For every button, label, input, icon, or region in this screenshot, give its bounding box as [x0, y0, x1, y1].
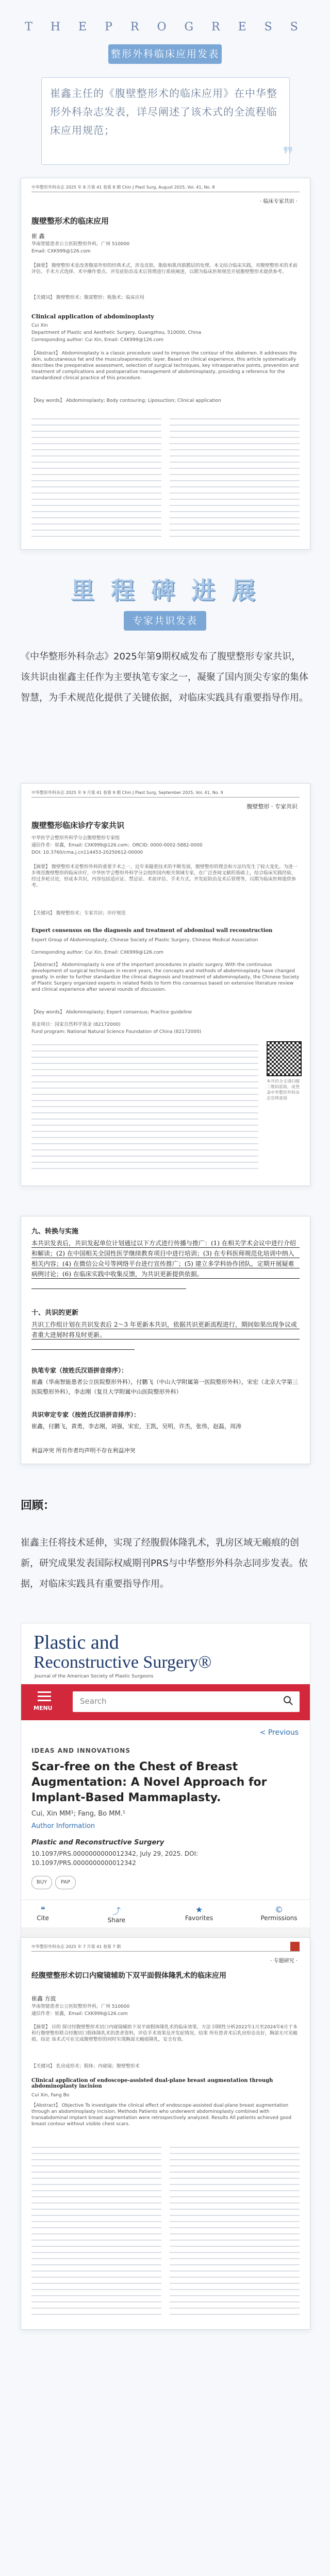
article-title-cn: 腹壁整形术的临床应用	[31, 216, 109, 226]
body-text	[31, 1041, 258, 1170]
article-correspondence: Email: CXK999@126.com	[31, 249, 91, 254]
article-title-en: Clinical application of endoscope-assisted dual-plane breast augmentation through abdominoplasty incision	[31, 2078, 273, 2089]
body-column-left	[31, 2144, 161, 2319]
article-authors: 崔 鑫	[31, 233, 45, 240]
permissions-label: Permissions	[260, 1914, 298, 1922]
intro-text: 崔鑫主任的《腹壁整形术的临床应用》在中华整形外科杂志发表，详尽阐述了该术式的全流程临床应用规范；	[50, 87, 277, 137]
section-10-body: 共识工作组计划在共识发表后 2～3 年更新本共识，依据共识更新流程进行，期间如果出现争议或者重大进展时将及时更新。	[31, 1321, 297, 1338]
progress-title: T H E P R O G R E S S	[25, 21, 305, 33]
quote-icon: ❞	[283, 143, 294, 167]
body-column-right	[170, 415, 300, 539]
keywords-en: 【Key words】 Abdominoplasty; Expert consensus; Practice guideline	[31, 1010, 192, 1015]
search-icon[interactable]	[283, 1696, 293, 1706]
article-page-4	[21, 1937, 310, 2330]
article-authors: Cui, Xin MM¹; Fang, Bo MM.¹	[31, 1810, 126, 1818]
review-heading: 回顾：	[21, 1499, 55, 1512]
cite-button[interactable]	[27, 1905, 58, 1922]
article-page-2	[21, 783, 310, 1186]
journal-header: 中华整形外科杂志 2025 年 8 月第 41 卷第 8 期 Chin J Plast Surg, August 2025, Vol. 41, No. 8	[31, 185, 215, 190]
section-tag-publication: 整形外科临床应用发表	[108, 44, 222, 64]
correspondence-en: Corresponding author: Cui Xin, Email: CXK999@126.com	[31, 337, 163, 343]
authors-heading: 执笔专家（按姓氏汉语拼音排序）：	[31, 1367, 128, 1374]
section-label: · 临床专家共识 ·	[260, 199, 298, 205]
keywords-cn: 【关键词】 乳房成形术；假体；内窥镜；腹壁整形术	[31, 2064, 140, 2069]
panel-list: 崔鑫，付鹏飞，黄勇，李志刚，刘强，宋宏，王凯，吴明，许杰，张伟，赵磊，周涛	[31, 1423, 241, 1430]
keywords-cn: 【关键词】 腹壁整形术；腹部整形；吸脂术；临床应用	[31, 295, 144, 300]
prs-navbar	[21, 1684, 310, 1720]
abstract-cn: 【摘要】 腹壁整形术是整形外科的重要手术之一，近年来随着技术的不断发展，腹壁整形的理念和方法均发生了较大变化。为进一步规范腹壁整形的临床诊疗，中华医学会整形外科学分会组织国内相关领域专家，在广泛查阅文献的基础上，结合临床实践经验，经过多轮讨论，形成本共识，内容包括适应证、禁忌证、术前评估、手术方式、并发症防治及术后管理等，以期为临床医师提供参考。	[31, 865, 298, 888]
fund-program: 基金项目：国家自然科学基金 (82172000)	[31, 1022, 121, 1027]
search-bar[interactable]	[73, 1691, 300, 1712]
favorites-icon: ★	[195, 1905, 203, 1914]
milestone-title: 里 程 碑 进 展	[70, 577, 260, 604]
article-title-en: Expert consensus on the diagnosis and treatment of abdominal wall reconstruction	[31, 928, 273, 934]
abstract-en: 【Abstract】 Objective To investigate the clinical effect of endoscope-assisted dual-plane breast augmentation through an abdominoplasty incision. Methods Patients who underwent abdominoplasty combined with transabdominal implant breast augmentation were retrospectively analyzed. Results All patients achieved good breast contour without visible chest scars.	[31, 2103, 292, 2127]
article-title-cn: 经腹壁整形术切口内窥镜辅助下双平面假体隆乳术的临床应用	[31, 1972, 226, 1980]
menu-label: MENU	[34, 1705, 53, 1711]
abstract-en: 【Abstract】 Abdominoplasty is one of the important procedures in plastic surgery. With the continuous development of surgical techniques in recent years, the concepts and methods of abdominoplasty have changed greatly. In order to further standardize the clinical diagnosis and treatment of abdominoplasty, the Chinese Society of Plastic Surgery organized experts in related fields to form this consensus based on extensive literature review and clinical experience after several rounds of discussion.	[31, 962, 300, 992]
share-icon: ⤴	[112, 1906, 121, 1916]
cite-icon: ❝	[40, 1905, 45, 1914]
permissions-button[interactable]	[253, 1905, 305, 1922]
authors-list: 崔鑫（华南智能患者公立医院整形外科），付鹏飞（中山大学附属第一医院整形外科），宋宏（北京大学第三医院整形外科），李志刚（复旦大学附属中山医院整形外科）	[31, 1379, 298, 1395]
tag-buy[interactable]: BUY	[31, 1876, 52, 1889]
share-button[interactable]	[101, 1905, 132, 1924]
body-column-left	[31, 415, 161, 539]
keywords-cn: 【关键词】 腹壁整形术；专家共识；诊疗规范	[31, 911, 126, 916]
article-category: IDEAS AND INNOVATIONS	[31, 1747, 130, 1754]
journal-logo	[290, 1942, 300, 1951]
article-title-cn: 腹壁整形临床诊疗专家共识	[31, 821, 125, 830]
section-label: · 专题研究 ·	[270, 1958, 298, 1964]
keywords-en: 【Key words】 Abdominoplasty; Body contouring; Liposuction; Clinical application	[31, 398, 221, 403]
authors-en: Cui Xin, Fang Bo	[31, 2093, 70, 2098]
section-9-body: 本共识发表后，共识发起单位计划通过以下方式进行传播与推广：(1) 在相关学术会议中进行介绍和解读；(2) 在中国相关全国性医学继续教育项目中进行培训；(3) 在专科医师规范化培训中纳入相关内容；(4) 在微信公众号等网络平台进行宣传推广；(5) 建立多学科协作团队，定期开展疑难病例讨论；(6) 在临床实践中收集反馈，为共识更新提供依据。	[31, 1240, 296, 1278]
prs-logo-sub: Journal of the American Society of Plastic Surgeons	[35, 1674, 154, 1679]
article-affiliation: 华南智能患者公立医院整形外科，广州 510000	[31, 2004, 130, 2009]
tag-pap[interactable]: PAP	[55, 1876, 76, 1889]
article-affiliation: 华南智能患者公立医院整形外科，广州 510000	[31, 242, 130, 247]
journal-header: 中华整形外科杂志 2025 年 7 月第 41 卷第 7 期	[31, 1944, 121, 1949]
conflict-statement: 利益冲突 所有作者均声明不存在利益冲突	[31, 1447, 136, 1454]
permissions-icon: ©	[275, 1905, 283, 1914]
authors-en: Expert Group of Abdominoplasty, Chinese Society of Plastic Surgery, Chinese Medical Association	[31, 938, 258, 943]
menu-button[interactable]	[31, 1688, 56, 1715]
qr-note: 本共识全文请扫描二维码获取，或登录中华整形外科杂志官网查阅	[267, 1079, 300, 1100]
search-placeholder: Search	[80, 1697, 107, 1706]
section-tag-consensus: 专家共识发表	[124, 611, 206, 631]
article-page-1	[21, 178, 310, 550]
article-page-3	[21, 1216, 310, 1464]
abstract-cn: 【摘要】 腹壁整形术是改善腹部外形的经典术式，涉及皮肤、脂肪和肌肉筋膜层的处理。本文结合临床实践，对腹壁整形术的术前评估、手术方式选择、术中操作要点、并发症防治及术后管理进行系统阐述，以期为临床医师规范开展腹壁整形术提供参考。	[31, 263, 298, 275]
section-10-heading: 十、共识的更新	[31, 1309, 79, 1317]
favorites-label: Favorites	[185, 1914, 213, 1922]
favorites-button[interactable]	[176, 1905, 222, 1922]
section-label: 腹壁整形 · 专家共识	[246, 803, 298, 810]
qr-code	[267, 1041, 302, 1076]
fund-program-en: Fund program: National Natural Science Foundation of China (82172000)	[31, 1029, 202, 1035]
body-column-right	[170, 2144, 300, 2319]
review-text: 崔鑫主任将技术延伸，实现了经腹假体隆乳术，乳房区域无瘢痕的创新，研究成果发表国际权威期刊PRS与中华整形外科杂志同步发表。依据，对临床实践具有重要指导作用。	[21, 1537, 308, 1589]
correspondence-en: Corresponding author: Cui Xin, Email: CXK999@126.com	[31, 950, 163, 955]
article-title-en: Clinical application of abdominoplasty	[31, 313, 154, 320]
article-doi: DOI: 10.3760/cma.j.cn114453-20250612-00000	[31, 850, 143, 855]
share-label: Share	[107, 1917, 126, 1924]
journal-header: 中华整形外科杂志 2025 年 9 月第 41 卷第 9 期 Chin J Plast Surg, September 2025, Vol. 41, No. 9	[31, 790, 223, 795]
intro-box	[41, 77, 290, 165]
consensus-text: 《中华整形外科杂志》2025年第9期权威发布了腹壁整形专家共识，该共识由崔鑫主任作为主要执笔专家之一，凝聚了国内顶尖专家的集体智慧，为手术规范化提供了关键依据，对临床实践具有重要指导作用。	[21, 651, 308, 703]
menu-icon	[38, 1691, 51, 1702]
cite-label: Cite	[37, 1914, 49, 1922]
article-doi: 10.1097/PRS.0000000000012342, July 29, 2025. DOI: 10.1097/PRS.0000000000012342	[31, 1850, 199, 1867]
abstract-en: 【Abstract】 Abdominoplasty is a classic procedure used to improve the contour of the abdomen. It addresses the skin, subcutaneous fat and the musculoaponeurotic layer. Based on clinical experience, this article systematically describes the preoperative assessment, selection of surgical techniques, key intraoperative points, prevention and treatment of complications and postoperative management of abdominoplasty, providing a reference for the standardized clinical practice of this procedure.	[31, 351, 299, 381]
section-9-heading: 九、转换与实施	[31, 1228, 79, 1235]
journal-name: Plastic and Reconstructive Surgery	[31, 1839, 164, 1846]
prs-logo-line2: Reconstructive Surgery®	[34, 1653, 212, 1672]
article-title: Scar-free on the Chest of Breast Augmentation: A Novel Approach for Implant-Based Mammaplasty.	[31, 1760, 267, 1804]
previous-link[interactable]: < Previous	[259, 1728, 299, 1737]
article-correspondence: 通信作者：崔鑫，Email: CXK999@126.com	[31, 2011, 128, 2016]
affiliation-en: Department of Plastic and Aesthetic Surgery, Guangzhou, 510000, China	[31, 330, 202, 335]
authors-en: Cui Xin	[31, 323, 48, 328]
prs-logo-line1: Plastic and	[34, 1632, 119, 1653]
article-authors: 崔鑫 方波	[31, 1995, 56, 2002]
abstract-cn: 【摘要】 目的 探讨经腹壁整形术切口内窥镜辅助下双平面假体隆乳术的临床效果。方法 回顾性分析2022年1月至2024年6月于本科行腹壁整形联合经腹切口假体隆乳术的患者资料，评估手术效果及并发症情况。结果 所有患者术后乳房形态良好，胸部无可见瘢痕。结论 该术式可在完成腹壁整形的同时实现胸部无瘢痕隆乳，安全有效。	[31, 2025, 298, 2042]
panel-heading: 共识审定专家（按姓氏汉语拼音排序）：	[31, 1411, 140, 1418]
author-information-link[interactable]: Author Information	[31, 1822, 95, 1830]
article-correspondence: 通信作者：崔鑫，Email: CXK999@126.com；ORCID: 0000-0002-5882-0000	[31, 843, 203, 848]
article-authors: 中华医学会整形外科学分会腹壁整形专家组	[31, 836, 120, 841]
